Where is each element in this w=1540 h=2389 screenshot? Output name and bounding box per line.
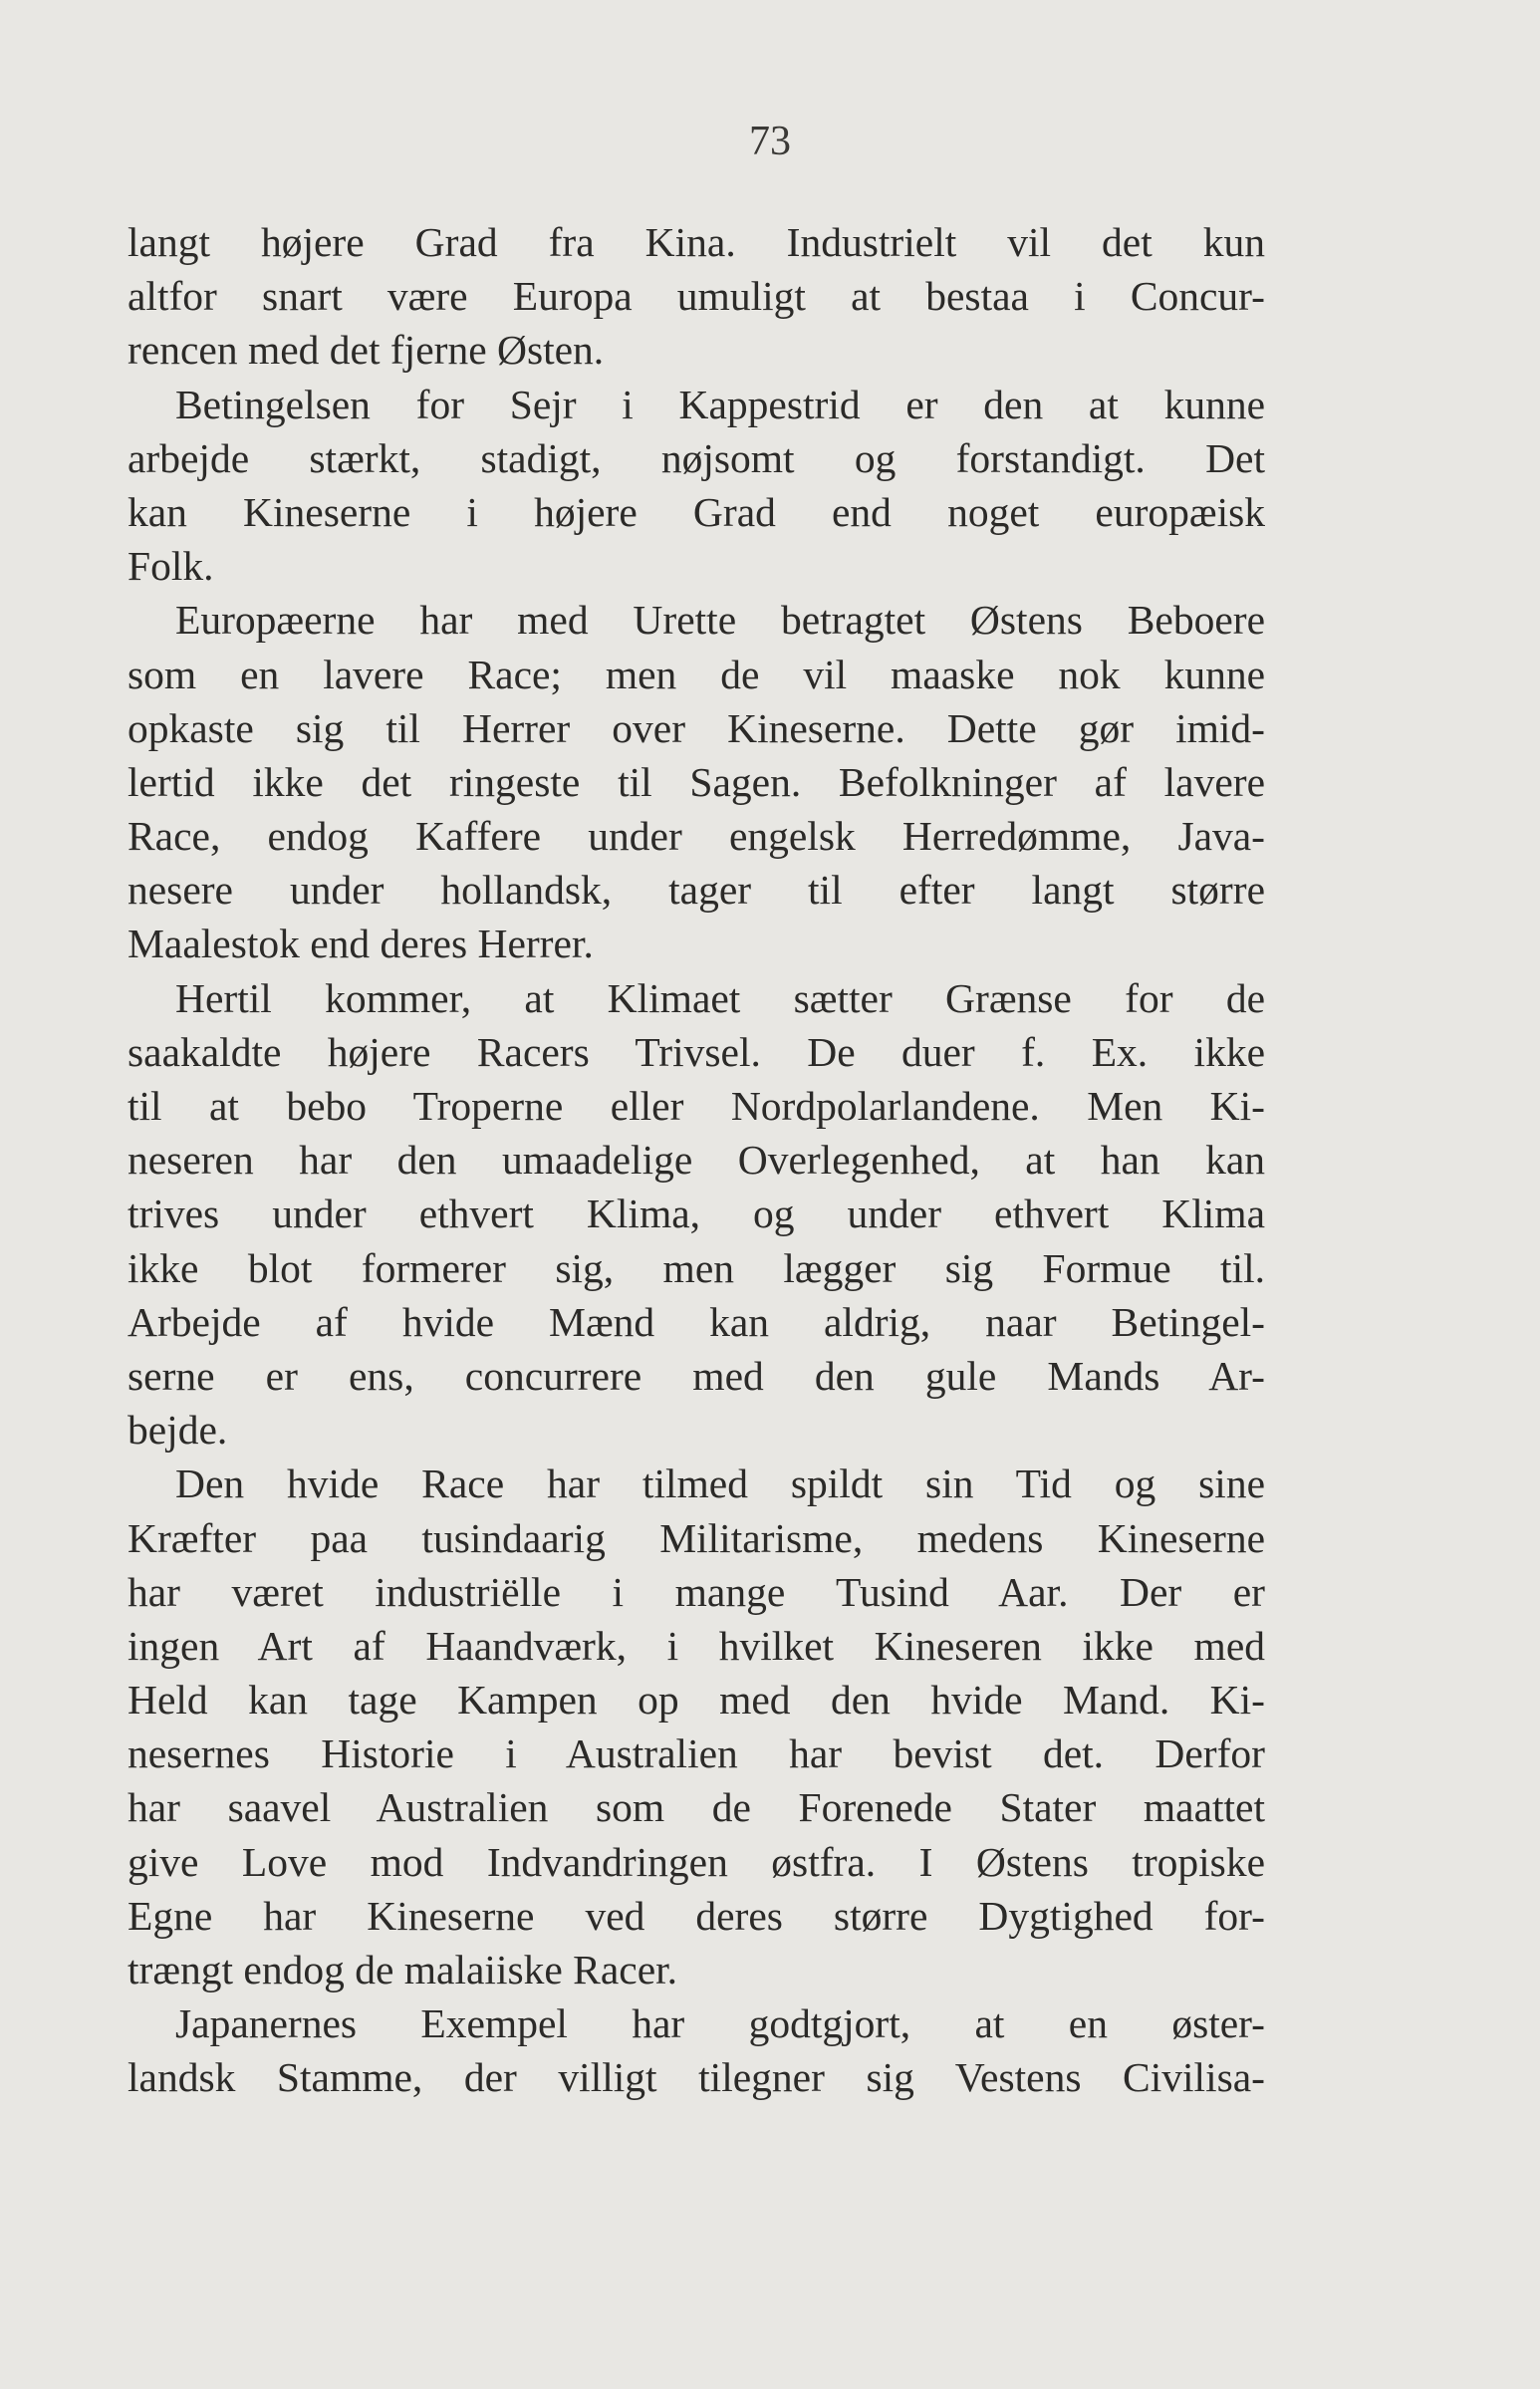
text-line: nesernes Historie i Australien har bevist det. Derfor — [128, 1730, 1265, 1777]
text-line: til at bebo Troperne eller Nordpolarlandene. Men Ki- — [128, 1083, 1265, 1129]
text-line: Betingelsen for Sejr i Kappestrid er den at kunne — [175, 381, 1265, 427]
text-line: lertid ikke det ringeste til Sagen. Befolkninger af lavere — [128, 758, 1265, 805]
text-line: arbejde stærkt, stadigt, nøjsomt og forstandigt. Det — [128, 434, 1265, 481]
text-line: Europæerne har med Urette betragtet Østens Beboere — [175, 597, 1265, 644]
text-line: langt højere Grad fra Kina. Industrielt vil det kun — [128, 219, 1265, 265]
text-line: Japanernes Exempel har godtgjort, at en øster- — [175, 2000, 1265, 2047]
text-line: Arbejde af hvide Mænd kan aldrig, naar Betingel- — [128, 1298, 1265, 1345]
text-line: Maalestok end deres Herrer. — [128, 921, 594, 967]
text-line: har været industriëlle i mange Tusind Aar. Der er — [128, 1568, 1265, 1615]
text-line: bejde. — [128, 1407, 228, 1454]
text-line: Folk. — [128, 543, 214, 590]
text-line: landsk Stamme, der villigt tilegner sig Vestens Civilisa- — [128, 2054, 1265, 2101]
text-line: som en lavere Race; men de vil maaske nok kunne — [128, 651, 1265, 697]
text-line: Egne har Kineserne ved deres større Dygtighed for- — [128, 1892, 1265, 1939]
text-line: trives under ethvert Klima, og under ethvert Klima — [128, 1191, 1265, 1237]
body-text — [128, 215, 1265, 2105]
text-line: neseren har den umaadelige Overlegenhed, at han kan — [128, 1137, 1265, 1184]
text-line: Den hvide Race har tilmed spildt sin Tid og sine — [175, 1460, 1265, 1507]
text-line: ingen Art af Haandværk, i hvilket Kineseren ikke med — [128, 1622, 1265, 1669]
text-line: Hertil kommer, at Klimaet sætter Grænse for de — [175, 974, 1265, 1021]
text-line: Held kan tage Kampen op med den hvide Mand. Ki- — [128, 1677, 1265, 1724]
text-line: rencen med det fjerne Østen. — [128, 327, 605, 374]
text-line: ikke blot formerer sig, men lægger sig Formue til. — [128, 1244, 1265, 1291]
text-line: kan Kineserne i højere Grad end noget europæisk — [128, 488, 1265, 535]
text-line: altfor snart være Europa umuligt at bestaa i Concur- — [128, 273, 1265, 320]
text-line: har saavel Australien som de Forenede Stater maattet — [128, 1784, 1265, 1831]
text-line: serne er ens, concurrere med den gule Mands Ar- — [128, 1352, 1265, 1399]
text-line: Race, endog Kaffere under engelsk Herredømme, Java- — [128, 813, 1265, 860]
text-line: nesere under hollandsk, tager til efter langt større — [128, 867, 1265, 914]
text-line: opkaste sig til Herrer over Kineserne. Dette gør imid- — [128, 704, 1265, 751]
page-number: 73 — [749, 119, 791, 164]
text-line: give Love mod Indvandringen østfra. I Østens tropiske — [128, 1838, 1265, 1885]
text-line: saakaldte højere Racers Trivsel. De duer f. Ex. ikke — [128, 1028, 1265, 1075]
text-line: Kræfter paa tusindaarig Militarisme, medens Kineserne — [128, 1514, 1265, 1561]
text-line: trængt endog de malaiiske Racer. — [128, 1947, 678, 1992]
